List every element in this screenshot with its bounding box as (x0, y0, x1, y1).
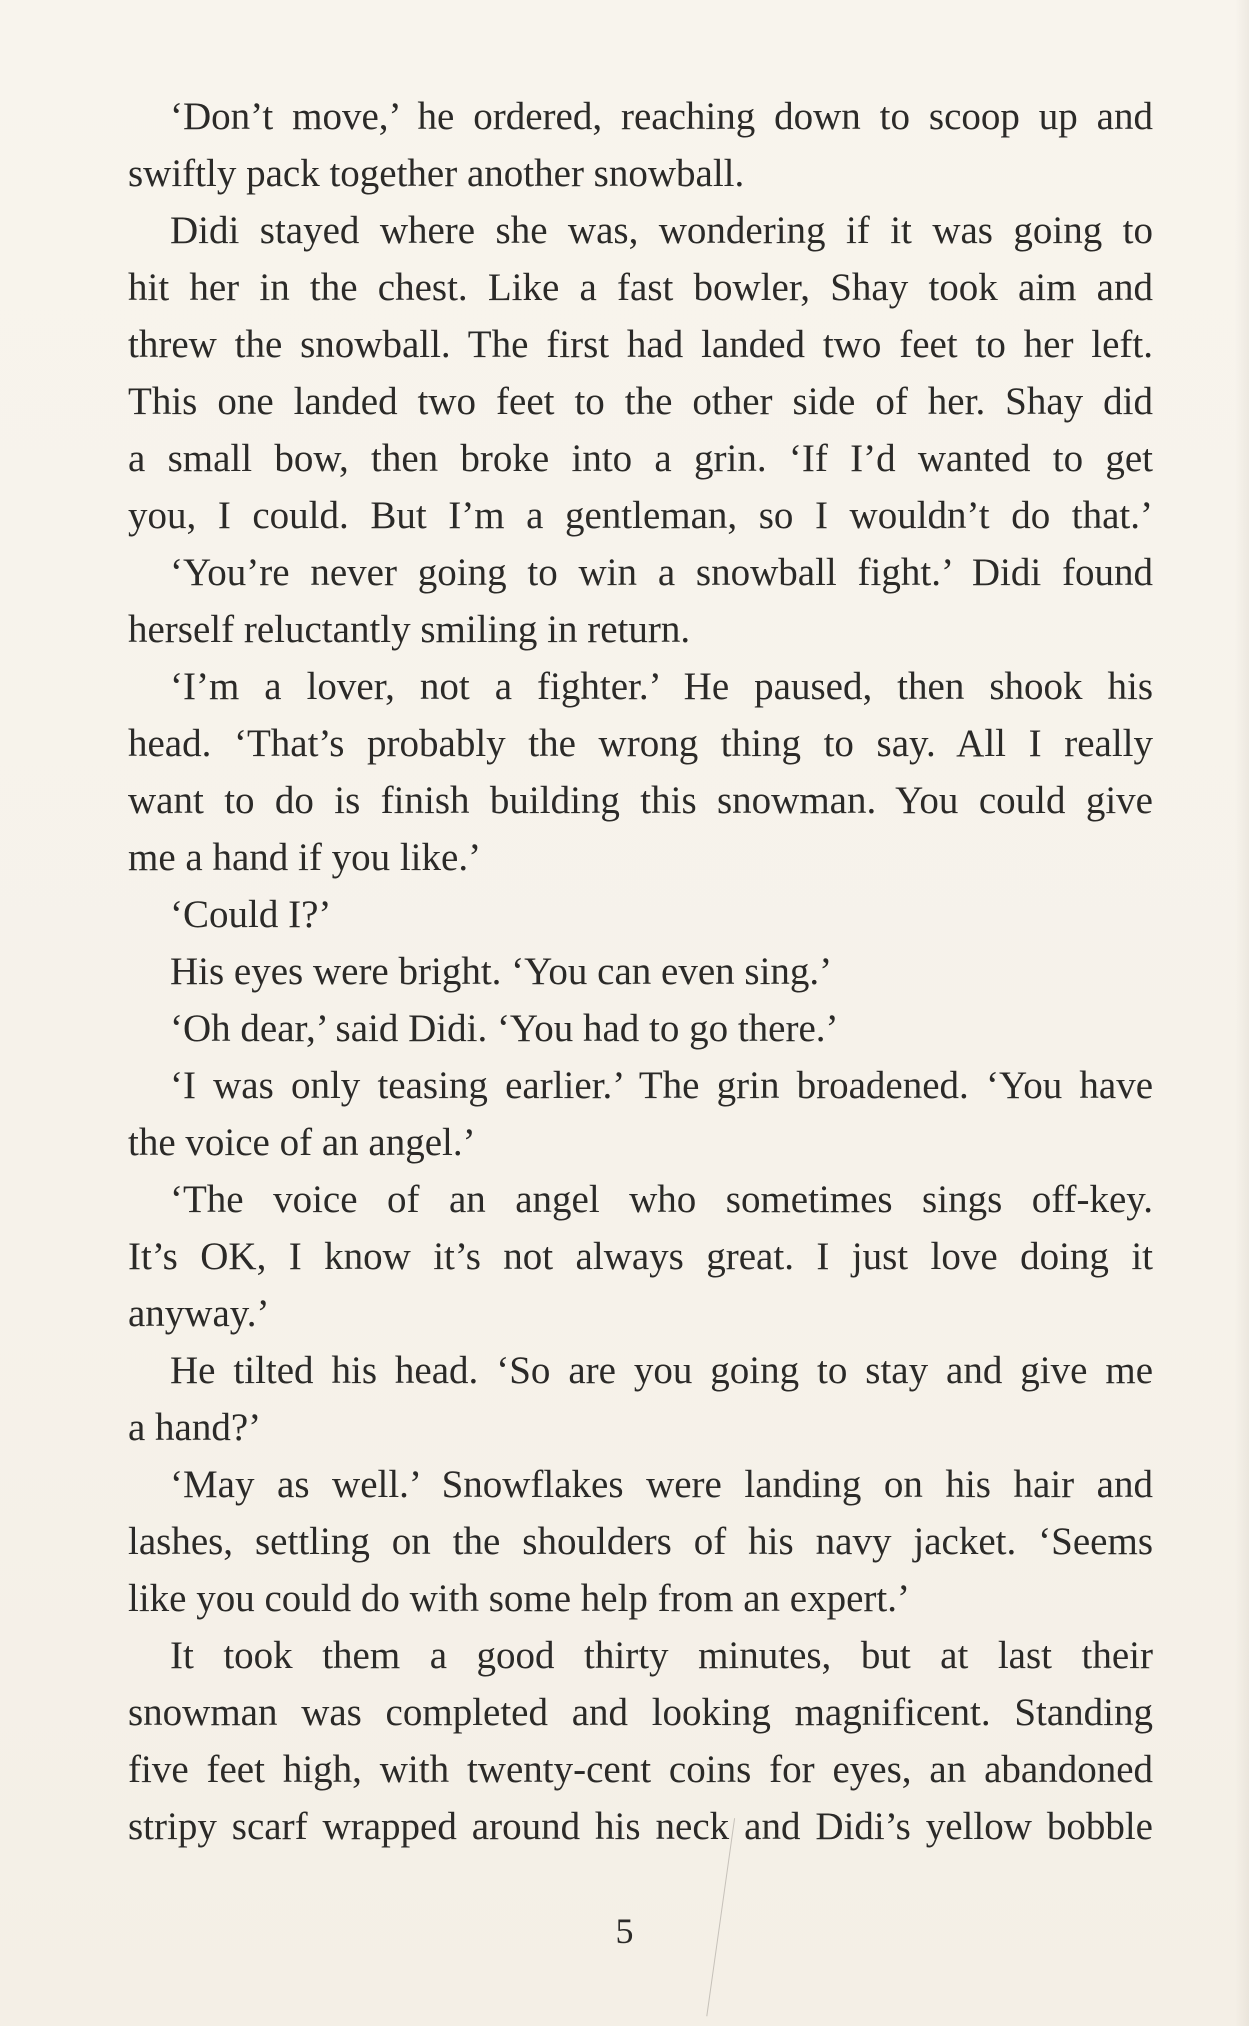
text-line: a small bow, then broke into a grin. ‘If I’d wanted to get (128, 437, 1153, 480)
body-text (128, 88, 1153, 1855)
text-line: like you could do with some help from an expert.’ (128, 1577, 910, 1620)
text-line: threw the snowball. The first had landed two feet to her left. (128, 323, 1153, 366)
text-line: swiftly pack together another snowball. (128, 152, 745, 195)
text-line: hit her in the chest. Like a fast bowler, Shay took aim and (128, 266, 1153, 309)
text-line: you, I could. But I’m a gentleman, so I wouldn’t do that.’ (128, 494, 1153, 537)
text-line: ‘Oh dear,’ said Didi. ‘You had to go there.’ (170, 1007, 839, 1050)
text-line: head. ‘That’s probably the wrong thing to say. All I really (128, 722, 1153, 765)
text-line: snowman was completed and looking magnificent. Standing (128, 1691, 1153, 1734)
text-line: ‘The voice of an angel who sometimes sings off-key. (170, 1178, 1153, 1221)
text-line: It’s OK, I know it’s not always great. I just love doing it (128, 1235, 1153, 1278)
text-line: Didi stayed where she was, wondering if it was going to (170, 209, 1153, 252)
text-line: It took them a good thirty minutes, but at last their (170, 1634, 1153, 1677)
text-line: ‘I was only teasing earlier.’ The grin broadened. ‘You have (170, 1064, 1153, 1107)
text-line: herself reluctantly smiling in return. (128, 608, 691, 651)
text-line: want to do is finish building this snowman. You could give (128, 779, 1153, 822)
text-line: stripy scarf wrapped around his neck and Didi’s yellow bobble (128, 1805, 1153, 1848)
page-number: 5 (615, 1911, 634, 1951)
text-line: He tilted his head. ‘So are you going to stay and give me (170, 1349, 1153, 1392)
text-line: a hand?’ (128, 1406, 262, 1449)
text-line: His eyes were bright. ‘You can even sing.’ (170, 950, 833, 993)
text-line: anyway.’ (128, 1292, 270, 1335)
text-line: This one landed two feet to the other side of her. Shay did (128, 380, 1153, 423)
text-line: ‘Could I?’ (170, 893, 332, 936)
text-line: me a hand if you like.’ (128, 836, 482, 879)
text-line: ‘You’re never going to win a snowball fight.’ Didi found (170, 551, 1153, 594)
text-line: lashes, settling on the shoulders of his navy jacket. ‘Seems (128, 1520, 1153, 1563)
text-line: the voice of an angel.’ (128, 1121, 476, 1164)
text-line: ‘May as well.’ Snowflakes were landing on his hair and (170, 1463, 1153, 1506)
text-line: ‘Don’t move,’ he ordered, reaching down to scoop up and (170, 95, 1153, 138)
text-line: ‘I’m a lover, not a fighter.’ He paused, then shook his (170, 665, 1153, 708)
text-line: five feet high, with twenty-cent coins for eyes, an abandoned (128, 1748, 1153, 1791)
